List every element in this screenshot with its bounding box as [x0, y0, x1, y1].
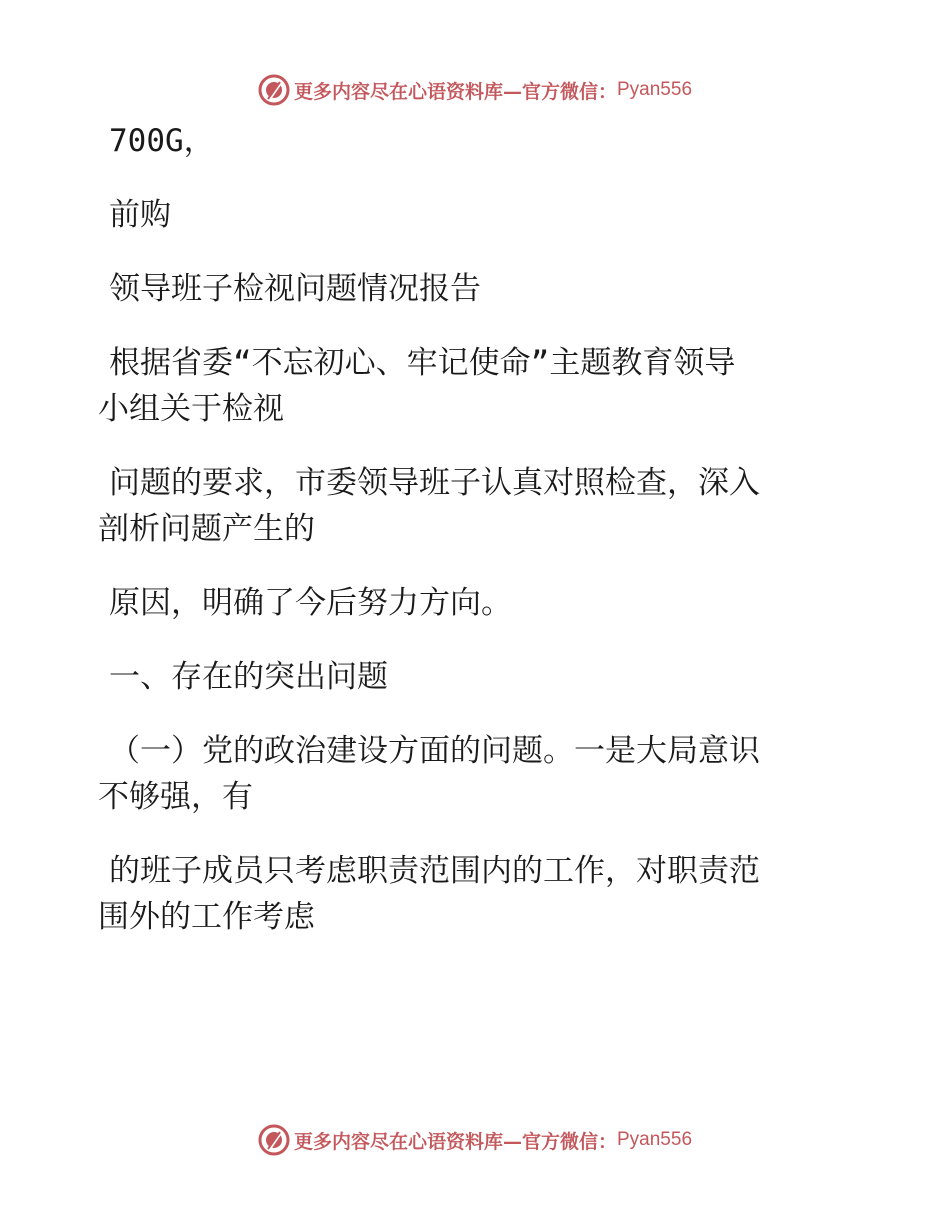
quill-logo-icon	[258, 1124, 290, 1156]
document-body	[98, 118, 838, 940]
document-line: 700G，	[109, 123, 215, 159]
header-watermark	[0, 70, 950, 110]
document-line: 围外的工作考虑	[98, 899, 315, 935]
watermark-wechat-id: Pyan556	[617, 79, 693, 100]
document-line: 剖析问题产生的	[98, 511, 315, 547]
footer-watermark	[0, 1120, 950, 1160]
document-line: 原因，明确了今后努力方向。	[109, 585, 512, 621]
watermark-wechat-id: Pyan556	[617, 1129, 693, 1150]
document-line: 不够强，有	[98, 779, 253, 815]
quill-logo-icon	[258, 74, 290, 106]
document-line: 小组关于检视	[98, 391, 284, 427]
watermark-text: 更多内容尽在心语资料库—官方微信：	[293, 1130, 617, 1153]
document-line: （一）党的政治建设方面的问题。一是大局意识	[109, 733, 760, 769]
document-line: 一、存在的突出问题	[109, 659, 388, 695]
document-line: 前购	[109, 197, 171, 233]
document-line: 的班子成员只考虑职责范围内的工作，对职责范	[109, 853, 760, 889]
document-line: 领导班子检视问题情况报告	[109, 271, 481, 307]
document-line: 问题的要求，市委领导班子认真对照检查，深入	[109, 465, 760, 501]
watermark-text: 更多内容尽在心语资料库—官方微信：	[293, 80, 617, 103]
document-line: 根据省委“不忘初心、牢记使命”主题教育领导	[109, 345, 736, 381]
